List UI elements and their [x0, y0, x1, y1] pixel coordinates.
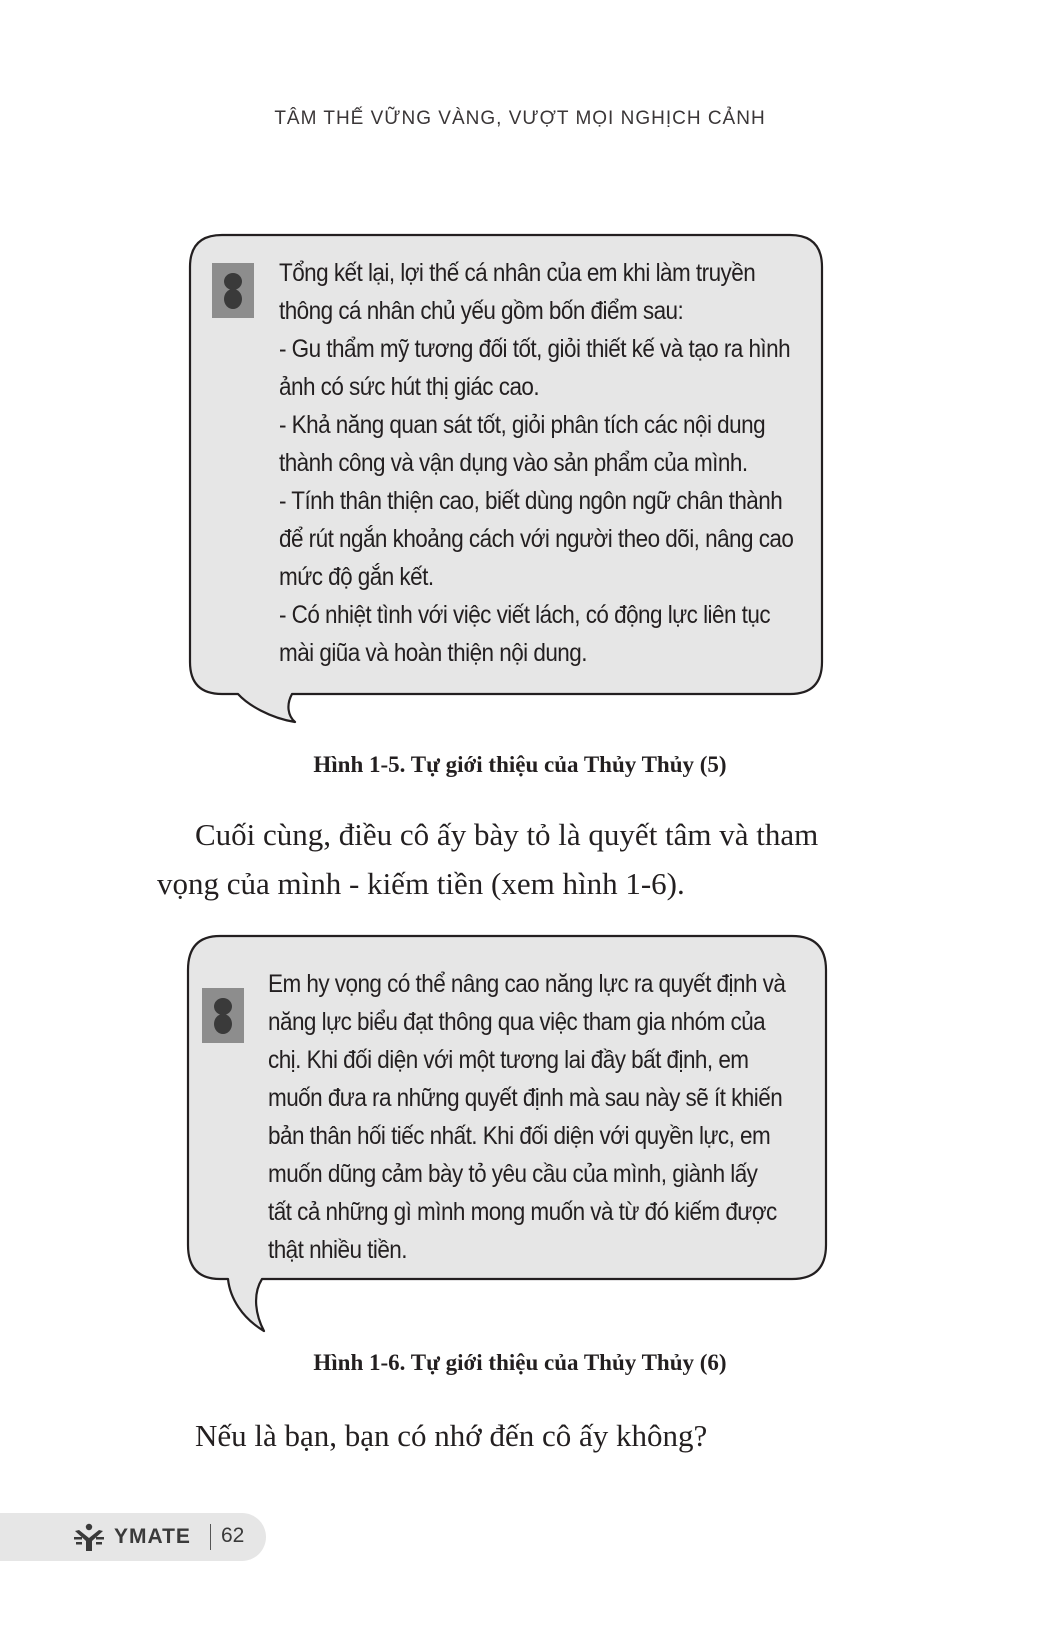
bubble-1-line: - Tính thân thiện cao, biết dùng ngôn ngữ chân thành	[279, 487, 783, 515]
paragraph-1-line: Cuối cùng, điều cô ấy bày tỏ là quyết tâm và tham	[195, 817, 819, 852]
bubble-1-line: - Khả năng quan sát tốt, giỏi phân tích các nội dung	[279, 411, 766, 439]
figure-caption-1: Hình 1-5. Tự giới thiệu của Thủy Thủy (5)	[313, 752, 727, 777]
avatar-icon	[212, 263, 254, 318]
avatar-icon	[202, 988, 244, 1043]
bubble-1-line: - Có nhiệt tình với việc viết lách, có động lực liên tục	[279, 601, 771, 629]
bubble-2-line: Em hy vọng có thể nâng cao năng lực ra quyết định và	[268, 970, 786, 998]
bubble-1-line: - Gu thẩm mỹ tương đối tốt, giỏi thiết kế và tạo ra hình	[279, 335, 791, 363]
paragraph-1-line: vọng của mình - kiếm tiền (xem hình 1-6).	[157, 866, 685, 901]
bubble-1-line: mài giũa và hoàn thiện nội dung.	[279, 639, 587, 667]
footer-divider	[210, 1524, 211, 1550]
bubble-2-line: bản thân hối tiếc nhất. Khi đối diện với quyền lực, em	[268, 1122, 771, 1150]
bubble-1-text	[279, 254, 793, 672]
bubble-1-line: Tổng kết lại, lợi thế cá nhân của em khi làm truyền	[279, 259, 756, 287]
bubble-2-line: năng lực biểu đạt thông qua việc tham gia nhóm của	[268, 1008, 766, 1036]
bubble-2-line: chị. Khi đối diện với một tương lai đầy bất định, em	[268, 1046, 749, 1074]
bubble-1-line: để rút ngắn khoảng cách với người theo dõi, nâng cao	[279, 525, 794, 553]
figure-caption-2: Hình 1-6. Tự giới thiệu của Thủy Thủy (6)	[313, 1350, 727, 1375]
bubble-2-line: tất cả những gì mình mong muốn và từ đó kiếm được	[268, 1198, 777, 1226]
ymate-logo-icon	[72, 1523, 106, 1553]
bubble-1-line: mức độ gắn kết.	[279, 563, 434, 591]
page-footer	[0, 1513, 266, 1561]
bubble-2-line: muốn dũng cảm bày tỏ yêu cầu của mình, giành lấy	[268, 1160, 758, 1188]
paragraph-2: Nếu là bạn, bạn có nhớ đến cô ấy không?	[195, 1418, 708, 1453]
bubble-1-line: thông cá nhân chủ yếu gồm bốn điểm sau:	[279, 297, 684, 325]
bubble-1-line: thành công và vận dụng vào sản phẩm của mình.	[279, 449, 748, 477]
bubble-2-text	[268, 965, 785, 1269]
bubble-1-line: ảnh có sức hút thị giác cao.	[279, 373, 540, 401]
bubble-2-line: thật nhiều tiền.	[268, 1236, 407, 1264]
bubble-2-line: muốn đưa ra những quyết định mà sau này sẽ ít khiến	[268, 1084, 783, 1112]
running-header: TÂM THẾ VỮNG VÀNG, VƯỢT MỌI NGHỊCH CẢNH	[274, 108, 766, 129]
page-number: 62	[221, 1524, 245, 1547]
footer-brand: YMATE	[114, 1525, 191, 1548]
